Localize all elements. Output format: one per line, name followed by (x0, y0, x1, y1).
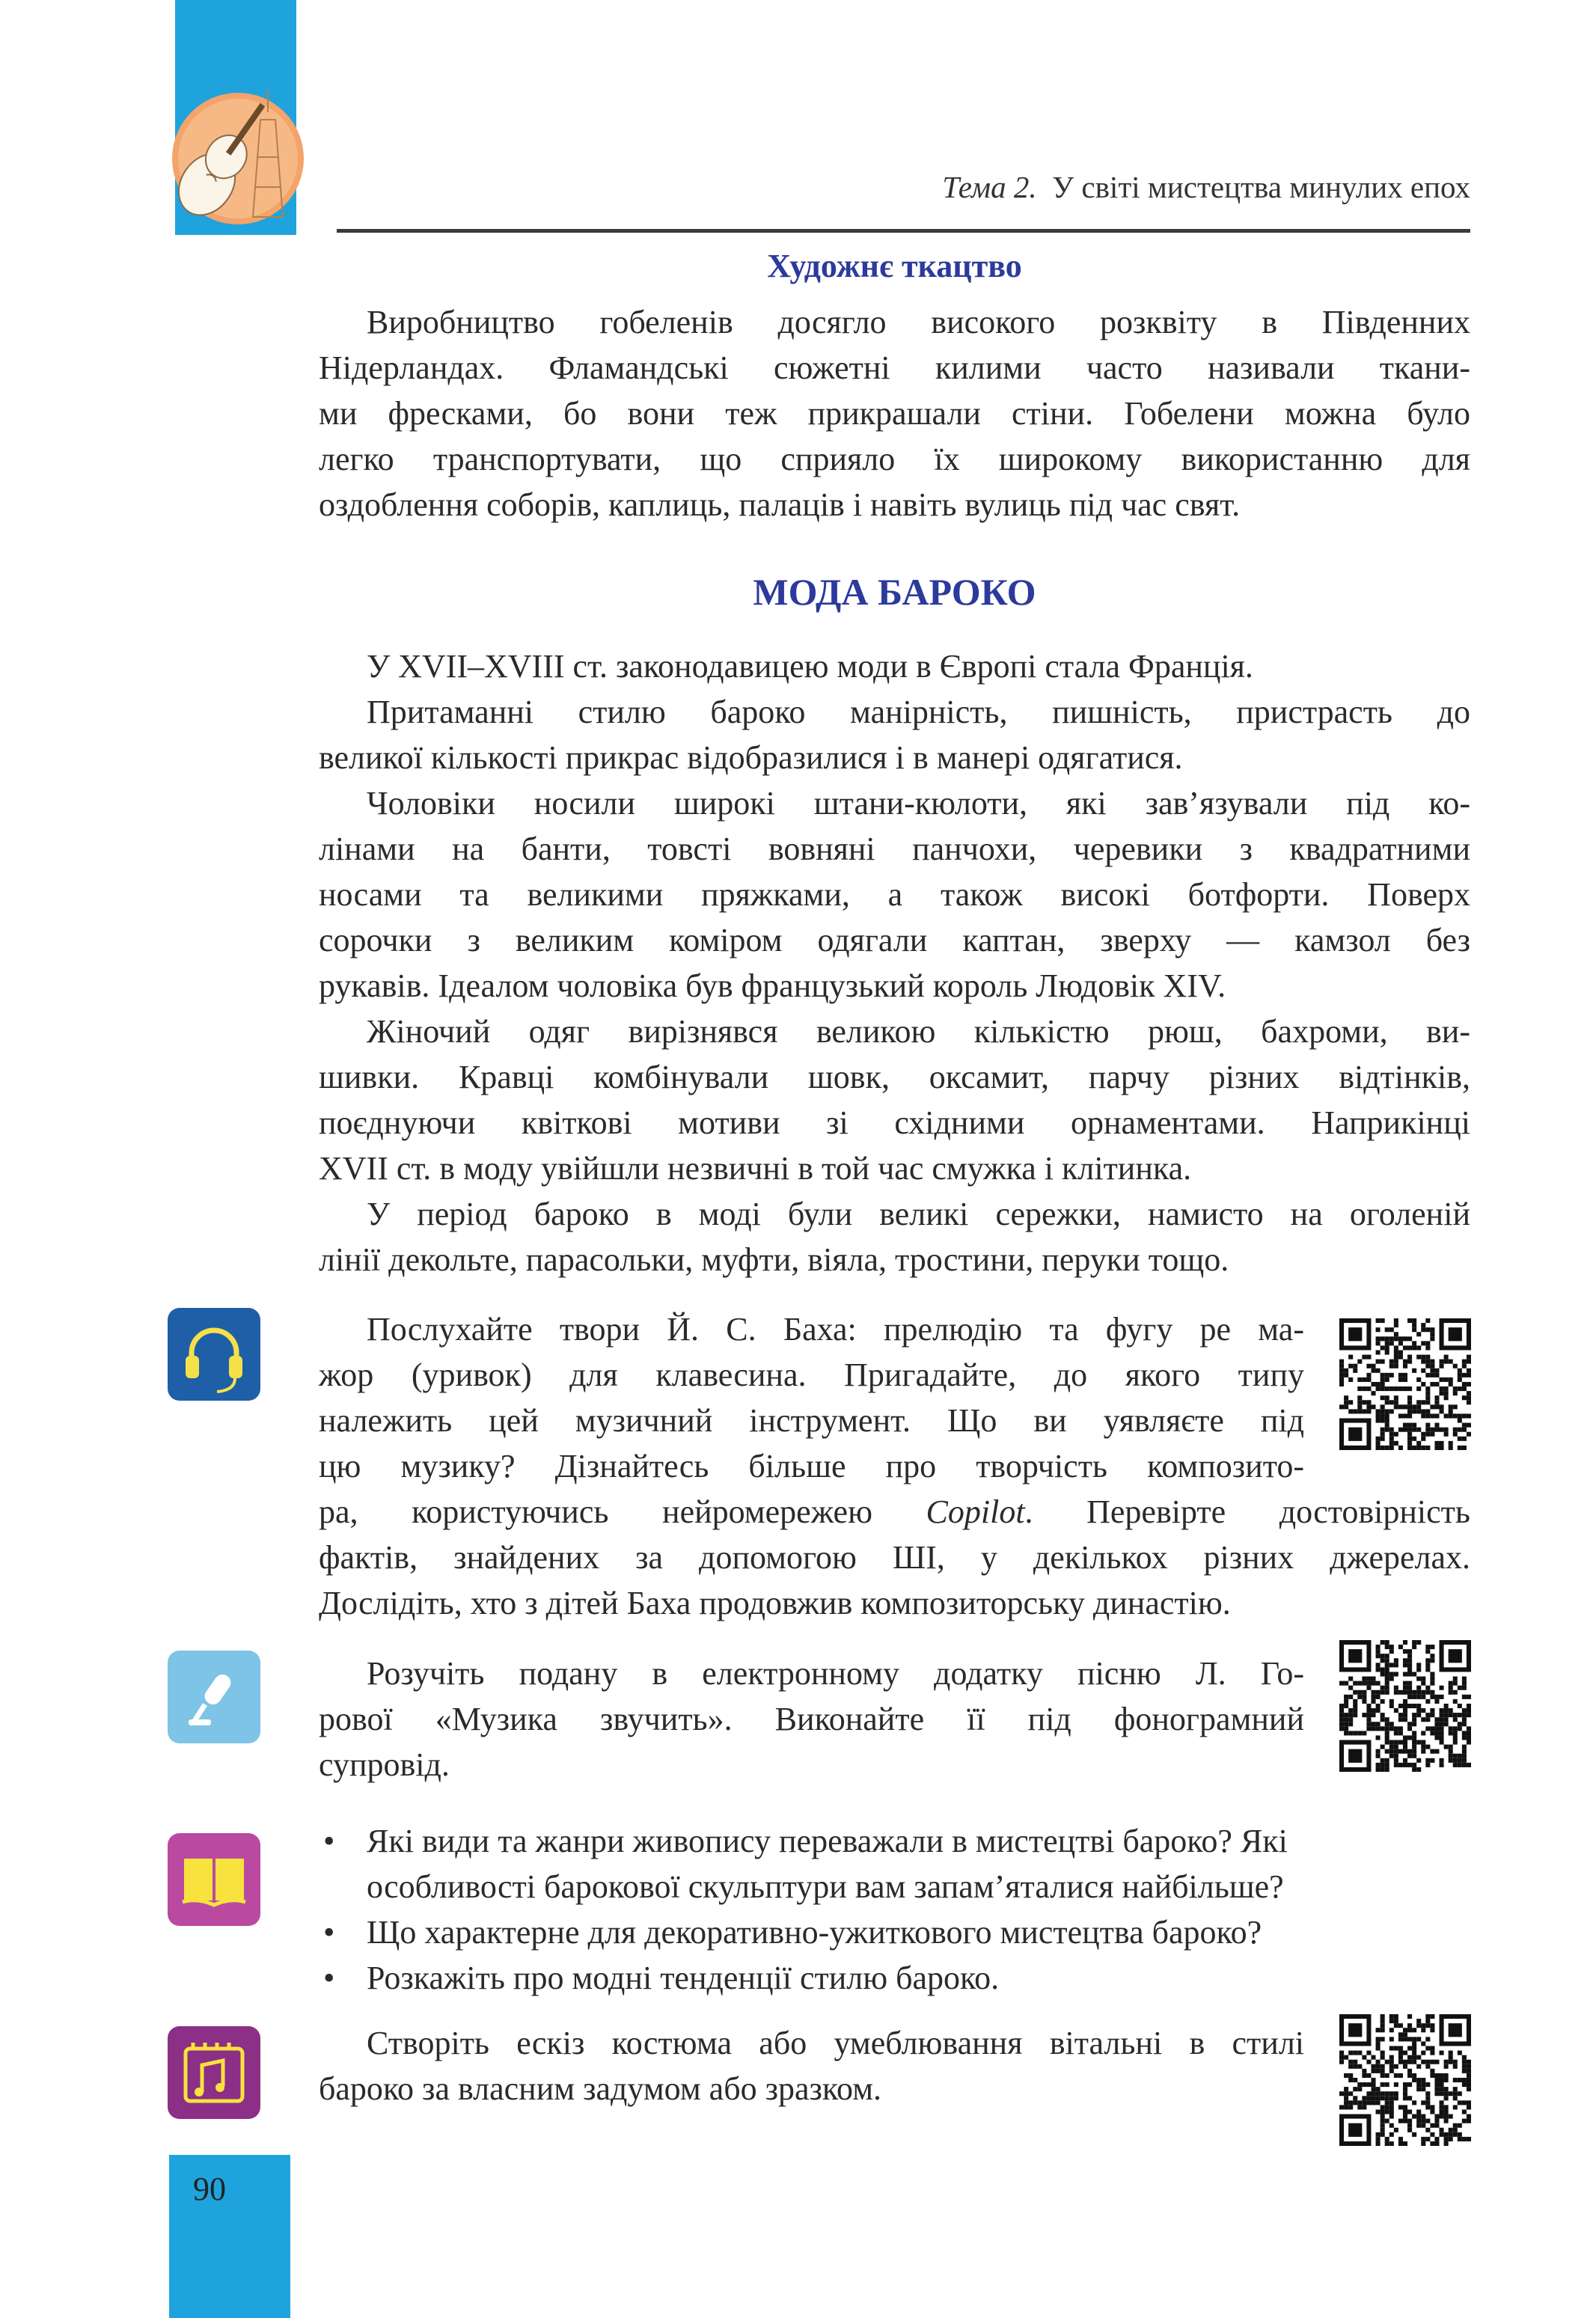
text-line: шивки. Кравці комбінували шовк, оксамит, парчу різних відтінків, (319, 1059, 1470, 1095)
task-sing-text (319, 1651, 1304, 1788)
running-head-title: У світі мистецтва минулих епох (1052, 170, 1470, 204)
page-tab-bottom (169, 2155, 290, 2318)
questions-list (319, 1818, 1470, 2001)
task-create-text (319, 2020, 1304, 2111)
text-line: Розучіть подану в електронному додатку пісню Л. Го- (367, 1655, 1304, 1692)
qr-code-song[interactable] (1339, 1640, 1471, 1772)
text-line: рової «Музика звучить». Виконайте її під фонограмний (319, 1701, 1304, 1737)
qr-code-listen[interactable] (1339, 1318, 1471, 1450)
task-listen-text-top (319, 1306, 1304, 1489)
text-line: великої кількості прикрас відобразилися і в манері одягатися. (319, 739, 1183, 776)
text-line: Створіть ескіз костюма або умеблювання вітальні в стилі (367, 2025, 1304, 2061)
running-head (942, 169, 1470, 205)
text-line: жор (уривок) для клавесина. Пригадайте, до якого типу (319, 1357, 1304, 1393)
text-line: У період бароко в моді були великі сережки, намисто на оголеній (367, 1196, 1470, 1232)
text-line: лінами на банти, товсті вовняні панчохи, черевики з квадратними (319, 831, 1470, 867)
text-line: Дослідіть, хто з дітей Баха продовжив композиторську династію. (319, 1585, 1231, 1621)
text-line: оздоблення соборів, каплиць, палаців і навіть вулиць під час свят. (319, 486, 1241, 523)
text-line: XVII ст. в моду увійшли незвичні в той час смужка і клітинка. (319, 1150, 1192, 1187)
text-line: ми фресками, бо вони теж прикрашали стіни. Гобелени можна було (319, 395, 1470, 432)
text-line: цю музику? Дізнайтесь більше про творчість композито- (319, 1448, 1304, 1484)
question-text: Які види та жанри живопису переважали в мистецтві бароко? Які (367, 1823, 1288, 1859)
list-item (319, 1955, 1470, 2001)
headphones-icon (168, 1308, 260, 1401)
text-line: Чоловіки носили широкі штани-кюлоти, які зав’язували під ко- (367, 785, 1470, 822)
page-number: 90 (193, 2171, 226, 2207)
book-icon (168, 1833, 260, 1926)
text-run: . Перевірте достовірність (1024, 1493, 1470, 1530)
text-run: ра, користуючись нейромережею (319, 1493, 926, 1530)
text-line (319, 1489, 1470, 1535)
text-line: фактів, знайдених за допомогою ШІ, у декількох різних джерелах. (319, 1539, 1470, 1576)
paragraph-weaving (319, 299, 1470, 527)
paragraph-fashion (319, 643, 1470, 1282)
running-head-prefix: Тема 2. (942, 170, 1037, 204)
list-item-continuation: особливості барокової скульптури вам запам’яталися найбільше? (367, 1868, 1284, 1905)
text-line: належить цей музичний інструмент. Що ви уявляєте під (319, 1402, 1304, 1439)
text-line: бароко за власним задумом або зразком. (319, 2070, 882, 2107)
list-item (319, 1909, 1470, 1955)
text-line: Послухайте твори Й. С. Баха: прелюдію та фугу ре ма- (367, 1311, 1304, 1348)
bullet-dot: • (323, 1914, 335, 1951)
task-listen-text-bottom (319, 1489, 1470, 1626)
text-line: Жіночий одяг вирізнявся великою кількістю рюш, бахроми, ви- (367, 1013, 1470, 1050)
text-line: У XVII–XVIII ст. законодавицею моди в Європі стала Франція. (367, 648, 1253, 685)
section-heading-fashion: МОДА БАРОКО (753, 571, 1036, 613)
theme-emblem-icon (156, 75, 305, 232)
text-line: лінії декольте, парасольки, муфти, віяла, тростини, перуки тощо. (319, 1241, 1229, 1278)
qr-code-create[interactable] (1339, 2014, 1471, 2146)
header-rule (337, 229, 1470, 233)
microphone-icon (168, 1651, 260, 1743)
text-line: рукавів. Ідеалом чоловіка був французький король Людовік XIV. (319, 967, 1226, 1004)
text-line: Виробництво гобеленів досягло високого розквіту в Південних (367, 304, 1470, 340)
text-line: Притаманні стилю бароко манірність, пишність, пристрасть до (367, 694, 1470, 730)
text-line: сорочки з великим коміром одягали каптан, зверху — камзол без (319, 922, 1470, 958)
text-line: Нідерландах. Фламандські сюжетні килими часто називали ткани- (319, 349, 1470, 386)
creative-task-icon (168, 2026, 260, 2119)
text-line: поєднуючи квіткові мотиви зі східними орнаментами. Наприкінці (319, 1104, 1470, 1141)
question-text: Що характерне для декоративно-ужиткового мистецтва бароко? (367, 1914, 1262, 1951)
bullet-dot: • (323, 1960, 335, 1996)
question-text: Розкажіть про модні тенденції стилю бароко. (367, 1960, 1000, 1996)
text-line: легко транспортувати, що сприяло їх широкому використанню для (319, 441, 1470, 477)
copilot-term: Copilot (926, 1493, 1025, 1530)
text-line: носами та великими пряжками, а також високі ботфорти. Поверх (319, 876, 1470, 913)
text-line: супровід. (319, 1746, 450, 1783)
list-item (319, 1818, 1470, 1864)
section-heading-weaving: Художнє ткацтво (767, 248, 1022, 284)
bullet-dot: • (323, 1823, 335, 1859)
